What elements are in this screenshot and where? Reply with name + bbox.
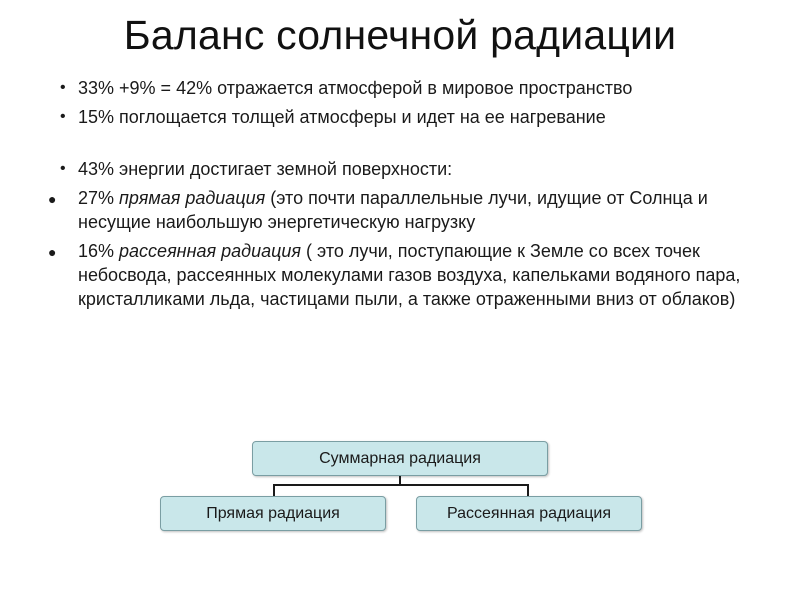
bullet-marker: ● — [48, 244, 57, 260]
bullet-item-diffuse-radiation — [48, 239, 778, 311]
diagram-connector-left — [273, 484, 275, 496]
bullet-text-suffix: ( это лучи, поступающие к Земле со всех точек небосвода, рассеянных молекулами газов воздуха, капельками водяного пара, кристалликами льда, частицами пыли, а также отраженными вниз от облаков) — [78, 241, 741, 309]
bullet-text-prefix: 16% — [78, 241, 120, 261]
diffuse-radiation-term: рассеянная радиация — [119, 241, 302, 261]
bullet-item-direct-radiation — [48, 186, 778, 234]
direct-radiation-term: прямая радиация — [119, 188, 266, 208]
bullet-text-suffix: (это почти параллельные лучи, идущие от Солнца и несущие наибольшую энергетическую нагрузку — [78, 188, 708, 232]
diagram-root-total-radiation: Суммарная радиация — [252, 441, 548, 476]
bullet-text-prefix: 27% — [78, 188, 120, 208]
slide-title: Баланс солнечной радиации — [123, 12, 677, 58]
bullet-item-absorbed — [58, 105, 778, 129]
bullet-marker: • — [60, 108, 66, 125]
bullet-text: 43% энергии достигает земной поверхности: — [78, 159, 453, 179]
diagram-connector-right — [527, 484, 529, 496]
diagram-node-direct-radiation: Прямая радиация — [160, 496, 386, 531]
bullet-marker: • — [60, 79, 66, 96]
bullet-marker: • — [60, 160, 66, 177]
diagram-connector-horizontal — [273, 484, 529, 486]
bullet-text: 33% +9% = 42% отражается атмосферой в мировое пространство — [78, 78, 633, 98]
bullet-marker: ● — [48, 191, 57, 207]
bullet-list — [48, 76, 778, 311]
diagram-node-diffuse-radiation: Рассеянная радиация — [416, 496, 642, 531]
bullet-text: 15% поглощается толщей атмосферы и идет на ее нагревание — [78, 107, 606, 127]
bullet-item-surface — [58, 157, 778, 181]
bullet-item-reflected — [58, 76, 778, 100]
